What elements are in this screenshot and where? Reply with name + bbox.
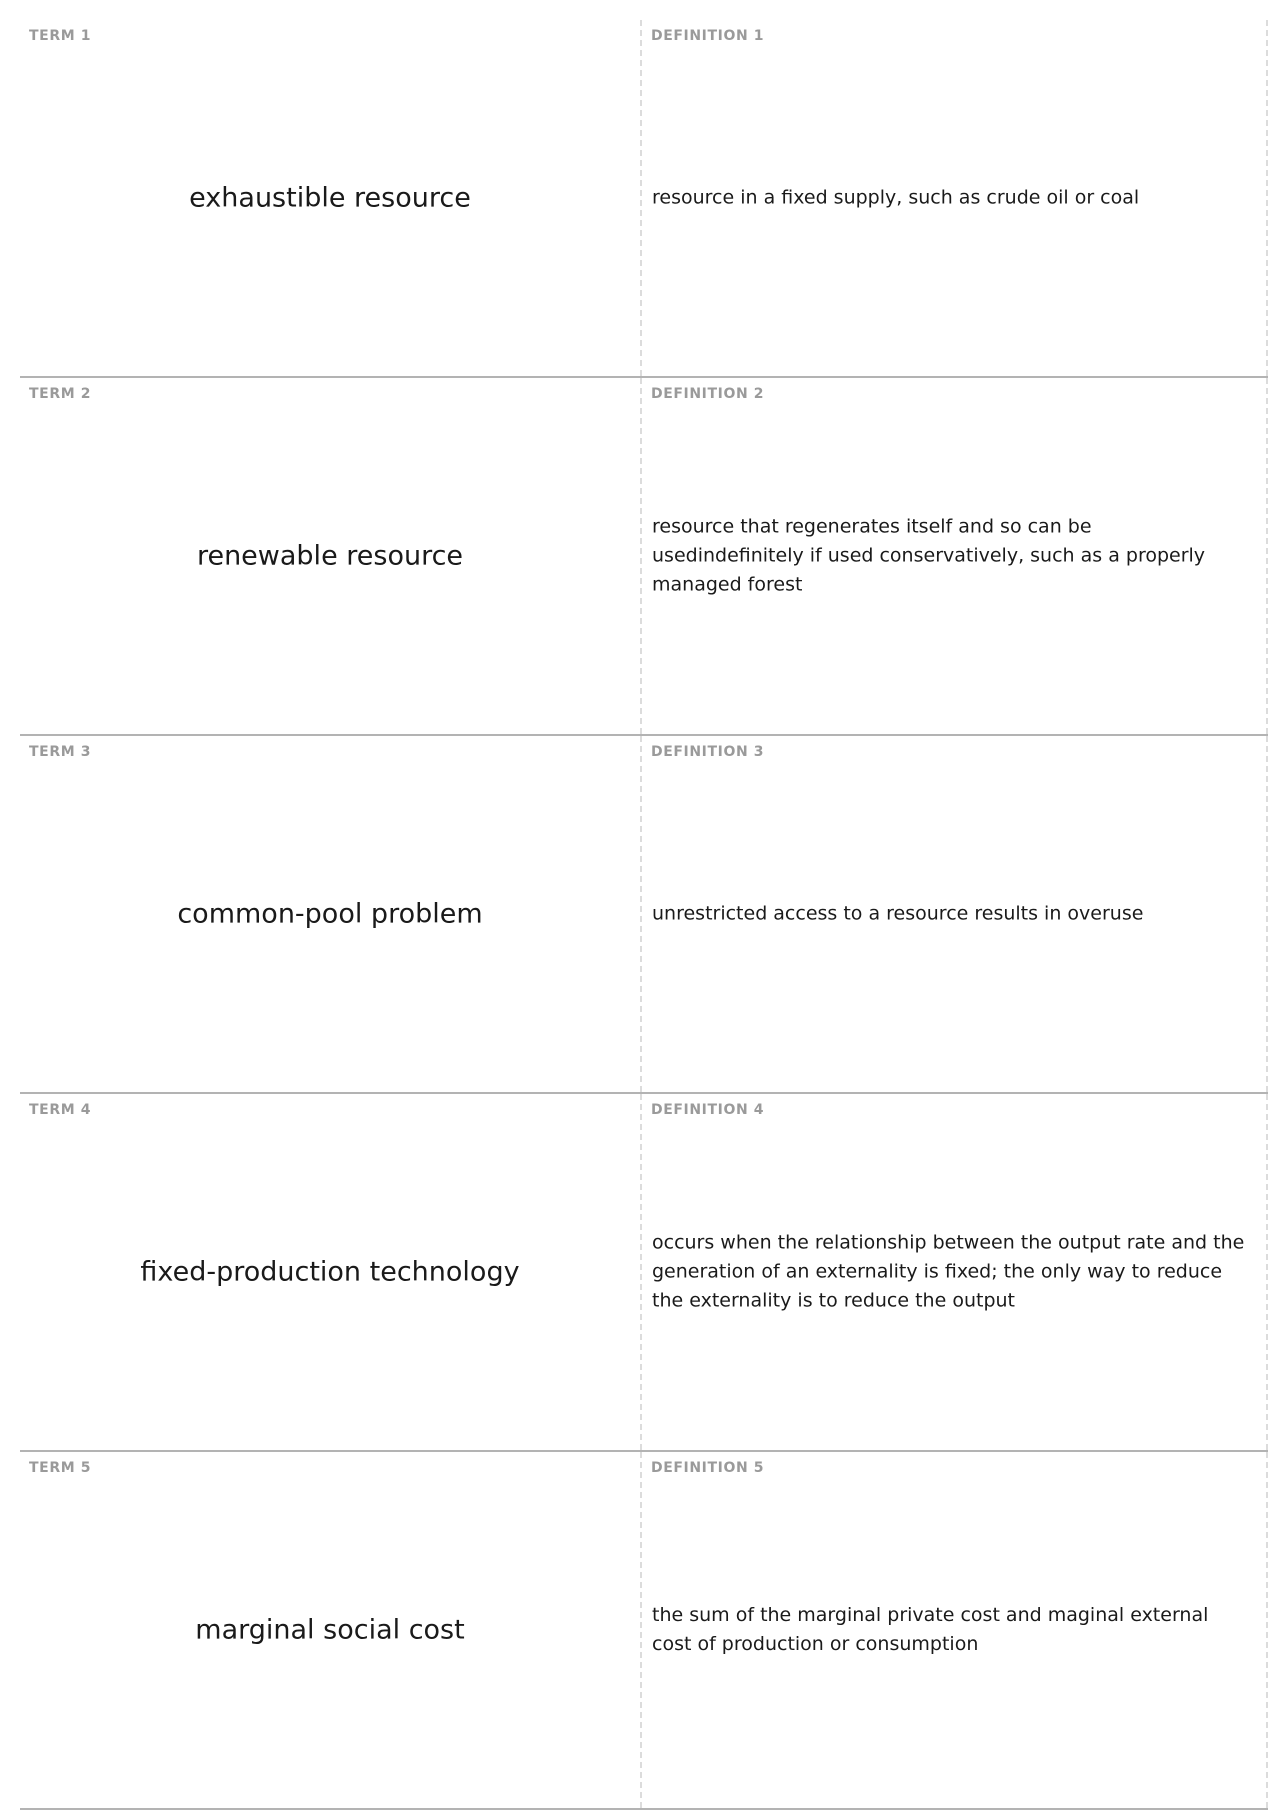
flashcard-row [20,378,1268,736]
term-label: TERM 4 [29,1102,92,1118]
term-cell [20,1452,642,1808]
term-cell [20,378,642,734]
term-text: renewable resource [196,540,464,572]
term-text: fixed-production technology [140,1256,520,1288]
definition-label: DEFINITION 2 [651,386,765,402]
flashcard-row [20,736,1268,1094]
term-label: TERM 1 [29,28,92,44]
term-cell [20,20,642,376]
definition-cell [642,20,1268,376]
term-label: TERM 2 [29,386,92,402]
term-cell [20,1094,642,1450]
definition-text: unrestricted access to a resource results in overuse [652,902,1144,925]
definition-cell [642,1094,1268,1450]
flashcard-row [20,1094,1268,1452]
term-text: common-pool problem [177,898,483,930]
definition-text: the sum of the marginal private cost and maginal external cost of production or consumption [652,1604,1209,1655]
definition-cell [642,378,1268,734]
term-text: marginal social cost [195,1614,465,1646]
flashcard-sheet [20,20,1268,1810]
definition-label: DEFINITION 1 [651,28,765,44]
definition-text: resource that regenerates itself and so can be usedindefinitely if used conservatively, such as a properly managed forest [652,515,1206,596]
definition-label: DEFINITION 4 [651,1102,765,1118]
flashcard-row [20,20,1268,378]
definition-cell [642,1452,1268,1808]
term-text: exhaustible resource [189,182,471,214]
definition-text: occurs when the relationship between the output rate and the generation of an externality is fixed; the only way to reduce the externality is to reduce the output [652,1231,1245,1312]
term-cell [20,736,642,1092]
definition-label: DEFINITION 5 [651,1460,765,1476]
flashcard-row [20,1452,1268,1810]
definition-label: DEFINITION 3 [651,744,765,760]
term-label: TERM 5 [29,1460,92,1476]
term-label: TERM 3 [29,744,92,760]
definition-cell [642,736,1268,1092]
definition-text: resource in a fixed supply, such as crude oil or coal [652,186,1140,209]
